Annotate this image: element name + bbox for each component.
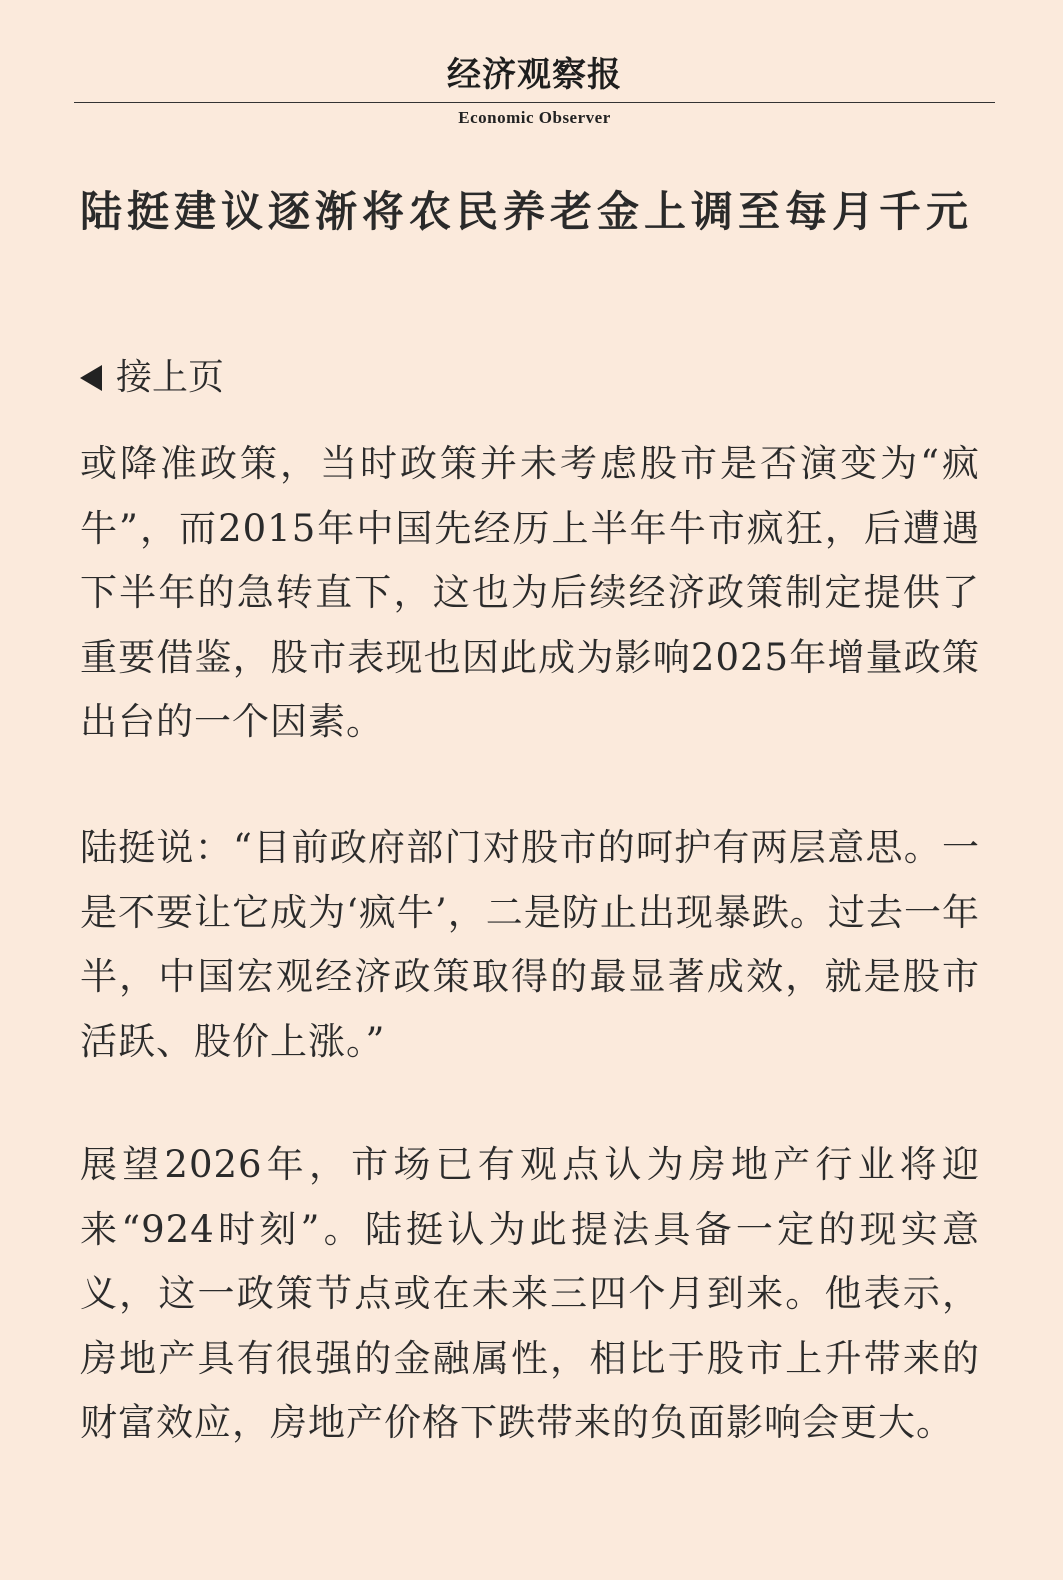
continued-from-previous-page [80,350,224,406]
article-paragraph: 展望2026年，市场已有观点认为房地产行业将迎来“924时刻”。陆挺认为此提法具备一定的现实意义，这一政策节点或在未来三四个月到来。他表示，房地产具有很强的金融属性，相比于股市上升带来的财富效应，房地产价格下跌带来的负面影响会更大。 [80,1143,980,1444]
article-paragraph: 陆挺说：“目前政府部门对股市的呵护有两层意思。一是不要让它成为‘疯牛’，二是防止出现暴跌。过去一年半，中国宏观经济政策取得的最显著成效，就是股市活跃、股价上涨。” [80,826,980,1063]
masthead-title: 经济观察报 [447,55,622,95]
continued-label: 接上页 [116,357,225,398]
left-triangle-icon [80,365,102,391]
masthead-subtitle: Economic Observer [458,108,611,127]
article-paragraph: 或降准政策，当时政策并未考虑股市是否演变为“疯牛”，而2015年中国先经历上半年牛市疯狂，后遭遇下半年的急转直下，这也为后续经济政策制定提供了重要借鉴，股市表现也因此成为影响2025年增量政策出台的一个因素。 [80,442,980,743]
masthead [74,50,995,133]
article-title: 陆挺建议逐渐将农民养老金上调至每月千元 [80,187,974,236]
